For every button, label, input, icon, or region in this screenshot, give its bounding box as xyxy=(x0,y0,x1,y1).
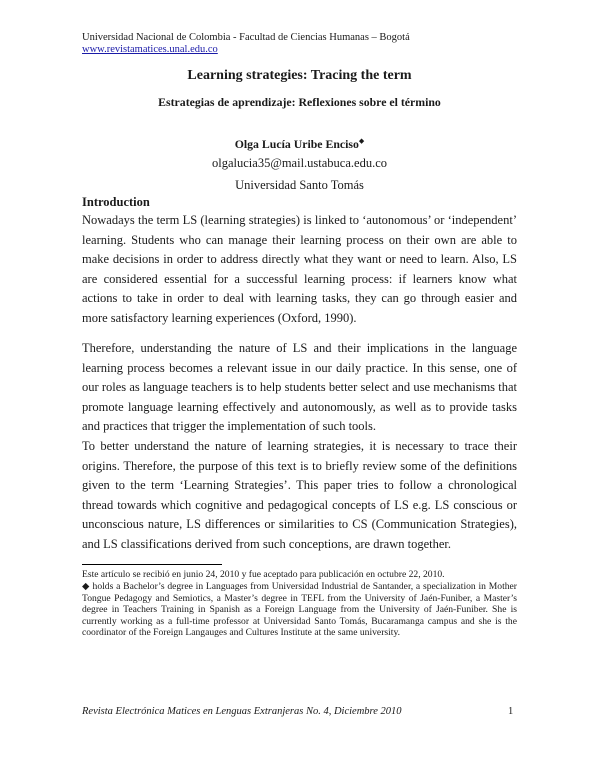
header-institution: Universidad Nacional de Colombia - Facultad de Ciencias Humanas – Bogotá xyxy=(82,32,410,43)
section-heading-introduction: Introduction xyxy=(82,195,150,209)
body-paragraph: To better understand the nature of learning strategies, it is necessary to trace their origins. Therefore, the purpose of this text is to briefly review some of the definitions given to the term ‘Learning Strategies’. This paper tries to follow a chronological thread towards which cognitive and pedagogical concepts of LS e.g. LS conscious or unconscious nature, LS differences or similarities to CS (Communication Strategies), and LS classifications derived from such conceptions, are drawn together. xyxy=(82,439,517,551)
article-subtitle: Estrategias de aprendizaje: Reflexiones sobre el término xyxy=(158,95,441,109)
author-email: olgalucia35@mail.ustabuca.edu.co xyxy=(212,156,387,170)
page-number: 1 xyxy=(508,706,514,717)
author-line xyxy=(82,136,517,152)
journal-url-link[interactable]: www.revistamatices.unal.edu.co xyxy=(82,44,218,55)
article-title: Learning strategies: Tracing the term xyxy=(187,68,412,83)
author-name: Olga Lucía Uribe Enciso xyxy=(234,136,359,151)
author-affiliation: Universidad Santo Tomás xyxy=(235,178,364,192)
footnote-author-bio: ◆ holds a Bachelor’s degree in Languages from Universidad Industrial de Santander, a specialization in Mother Tongue Pedagogy and Semiotics, a Master’s degree in TEFL from the University of Jaén-Funiber, a Master’s degree in Teachers Training in Spanish as a Foreign Language from the University of Jaén-Funiber. She is currently working as a full-time professor at Universidad Santo Tomás, Bucaramanga campus and she is the coordinator of the Foreign Langauges and Cultures Institute at the same university. xyxy=(82,581,517,639)
body-paragraph: Therefore, understanding the nature of LS and their implications in the language learning process becomes a relevant issue in our daily practice. In this sense, one of our roles as language teachers is to help students better select and use mechanisms that promote language learning effectively and autonomously, as well as to provide tasks and practices that trigger the implementation of such tools. xyxy=(82,341,517,433)
footer-journal-citation: Revista Electrónica Matices en Lenguas Extranjeras No. 4, Diciembre 2010 xyxy=(82,706,402,717)
body-paragraph: Nowadays the term LS (learning strategies) is linked to ‘autonomous’ or ‘independent’ learning. Students who can manage their learning process on their own are able to make decisions in order to address directly what they want or need to learn. Also, LS are considered essential for a successful learning process: if learners know what actions to take in order to deal with learning tasks, they can go through easier and more satisfactory learning experiences (Oxford, 1990). xyxy=(82,213,517,325)
footnote-received: Este artículo se recibió en junio 24, 2010 y fue aceptado para publicación en octubre 22, 2010. xyxy=(82,569,445,580)
footnote-divider xyxy=(82,564,222,565)
author-footnote-mark: ◆ xyxy=(358,137,365,145)
